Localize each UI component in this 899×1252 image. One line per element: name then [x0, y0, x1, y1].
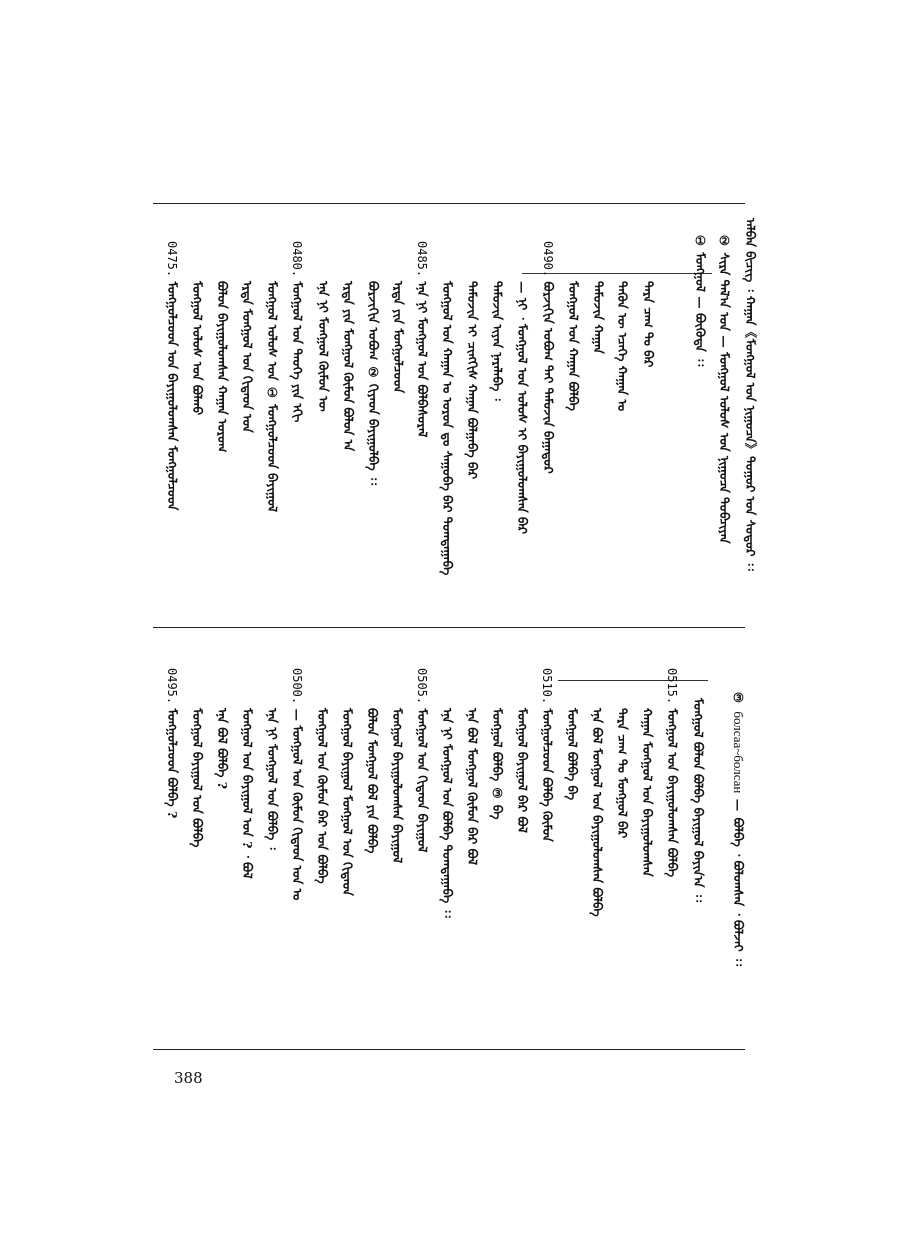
text-column: ᠮᠣᠩᠭᠣᠯ ᠪᠠᠶᠢᠭᠤᠯ ᠮᠣᠩᠭᠣᠯ ᠤᠨ ᠬᠢᠲᠠᠳ — [340, 708, 355, 896]
text-column: ᠲᠡᠮᠦᠵᠢᠨ ᠢ ᠴᠢᠩᠭᠢᠰ ᠬᠠᠭᠠᠨ ᠪᠣᠯᠭᠠᠪᠠ ᠪᠠᠷ — [465, 281, 480, 480]
text-column: ᠡᠨᠡ ᠪᠣᠯ ᠪᠣᠯᠪᠠ ? — [215, 708, 230, 790]
text-column: ᠮᠣᠩᠭᠣᠯ ᠪᠠᠶᠢᠭᠤᠯᠤᠭᠰᠠᠨ ᠪᠠᠶᠢᠭᠤᠯ — [390, 708, 405, 864]
text-column: ᠮᠣᠩᠭᠣᠯ ᠤᠨ ᠬᠠᠭᠠᠨ ᠪᠣᠯᠪᠠ — [566, 281, 581, 411]
text-column: 0480. ᠮᠣᠩᠭᠣᠯ ᠤᠨ ᠲᠡᠦᠬᠡ ᠶᠢᠨ ᠡᠬᠢ — [290, 241, 305, 423]
text-column: ᠬᠠᠭᠠᠨ ᠮᠣᠩᠭᠣᠯ ᠤᠨ ᠪᠠᠶᠢᠭᠤᠯᠤᠭᠰᠠᠨ — [640, 708, 655, 877]
middle-rule — [153, 627, 745, 628]
text-column: ᠮᠣᠩᠭᠣᠯ ᠪᠠᠶᠢᠭᠤᠯ ᠪᠠᠷ ᠪᠣᠯ — [515, 708, 530, 833]
text-column: ᠮᠣᠩᠭᠣᠯ ᠤᠨ ᠬᠠᠭᠠᠨ ᠤ ᠣᠷᠣᠨ ᠳᠤ ᠰᠠᠭᠤᠪᠠ ᠪᠠᠷ ᠲᠣᠭᠲᠠᠭᠠᠪᠠ — [440, 281, 455, 576]
text-column: ᠡᠨᠡ ᠪᠣᠯ ᠮᠣᠩᠭᠣᠯ ᠤᠨ ᠪᠠᠶᠢᠭᠤᠯᠤᠭᠰᠠᠨ ᠪᠣᠯᠪᠠ — [590, 708, 605, 917]
text-column: ① ᠮᠣᠩᠭᠣᠯ — ᠪᠦᠭᠦᠳᠡ ᠄᠄ — [693, 233, 708, 367]
text-column: ᠮᠣᠩᠭᠣᠯ ᠤᠯᠤᠰ ᠤᠨ ① ᠮᠣᠩᠭᠣᠯᠴᠤᠳ ᠪᠠᠶᠢᠭᠤᠯ — [265, 281, 280, 512]
text-column: ᠡᠷᠲᠡ ᠶᠢᠨ ᠮᠣᠩᠭᠣᠯᠴᠤᠳ — [391, 281, 406, 394]
text-column: ② ᠰᠢᠷᠠ ᠲᠠᠯ᠎ᠠ ᠤᠨ — ᠮᠣᠩᠭᠣᠯ ᠤᠯᠤᠰ ᠤᠨ ᠨᠢᠭᠤᠴᠠ ᠲᠣᠪᠴᠢᠶᠠᠨ — [717, 233, 732, 544]
text-column: ᠲᠡᠮᠦᠵᠢᠨ ᠬᠠᠭᠠᠨ — [591, 281, 606, 354]
text-column: ᠲᠡᠷᠡ ᠴᠠᠭ ᠲᠤ ᠪᠠᠷ — [641, 281, 656, 368]
text-column: ᠮᠣᠩᠭᠣᠯ ᠤᠨ ᠪᠠᠶᠢᠭᠤᠯ ᠤᠨ ? ᠂ ᠪᠣᠯ — [240, 708, 255, 879]
page-number: 388 — [174, 1069, 203, 1087]
text-column: ᠲᠡᠮᠦᠵᠢᠨ ᠢᠶᠡᠨ ᠨᠡᠷᠡᠯᠡᠪᠡ ᠄ — [490, 281, 505, 401]
text-column: 0495. ᠮᠣᠩᠭᠣᠯᠴᠤᠳ ᠪᠣᠯᠪᠠ ? — [165, 668, 180, 819]
text-column: ᠠᠯᠪᠠᠨ ᠪᠢᠴᠢᠭ᠌ ᠄ ᠬᠠᠭᠠᠨ《ᠮᠣᠩᠭᠣᠯ ᠤᠨ ᠨᠢᠭᠤᠴᠠ》ᠳᠣᠭ᠋ᠣᠷ ᠤᠨ ᠰᠤᠳᠤᠷ ᠄᠄ — [743, 218, 758, 571]
text-column: ᠮᠣᠩᠭᠣᠯ ᠤᠨ ᠬᠦᠮᠦᠨ ᠪᠠᠷ ᠤᠨ ᠪᠣᠯᠪᠠ — [315, 708, 330, 884]
text-column: ᠡᠷᠲᠡ ᠶᠢᠨ ᠮᠣᠩᠭᠣᠯ ᠬᠦᠮᠦᠨ ᠪᠣᠯᠤᠨ ᠠ — [341, 281, 356, 452]
text-column: ᠪᠣᠷᠵᠢᠭᠢᠨ ᠣᠪᠣᠭ ② ᠬᠢᠶᠠᠳ ᠪᠠᠶᠢᠭᠤᠯᠪᠠ ᠄᠄ — [366, 281, 381, 486]
bottom-rule — [153, 1049, 745, 1050]
text-column: ᠡᠨᠡ ᠨᠢ ᠮᠣᠩᠭᠣᠯ ᠤᠨ ᠪᠣᠯᠪᠠ ᠄ — [265, 708, 280, 850]
text-column: ᠮᠣᠩᠭᠣᠯ ᠪᠠᠶᠢᠭᠤᠯ ᠤᠨ ᠪᠣᠯᠪᠠ — [190, 708, 205, 848]
text-column: 0490. ᠪᠣᠷᠵᠢᠭᠢᠨ ᠣᠪᠣᠭ ᠲᠠᠢ ᠲᠡᠮᠦᠵᠢᠨ ᠪᠠᠭᠠᠲᠤᠷ — [541, 241, 556, 474]
top-rule — [153, 203, 745, 204]
text-column: ᠮᠣᠩᠭᠣᠯ ᠪᠣᠯᠪᠠ ③ ᠪᠠ — [490, 708, 505, 820]
text-column: 0515. ᠮᠣᠩᠭᠣᠯ ᠤᠨ ᠪᠠᠶᠢᠭᠤᠯᠤᠭᠰᠠᠨ ᠪᠣᠯᠪᠠ — [665, 668, 680, 878]
text-column: ᠡᠨᠡ ᠨᠢ ᠮᠣᠩᠭᠣᠯ ᠬᠦᠮᠦᠨ ᠦ — [316, 281, 331, 412]
text-column: ᠪᠣᠯᠤᠨ ᠪᠠᠶᠢᠭᠤᠯᠤᠭᠰᠠᠨ ᠬᠠᠭᠠᠨ ᠤᠷᠤᠭ — [215, 281, 230, 453]
text-column: ᠡᠷᠲᠡ ᠮᠣᠩᠭᠣᠯ ᠤᠨ ᠬᠢᠲᠠᠳ ᠤᠨ — [240, 281, 255, 433]
text-column: 0475. ᠮᠣᠩᠭᠣᠯᠴᠤᠳ ᠤᠨ ᠪᠠᠶᠢᠭᠤᠯᠤᠭᠰᠠᠨ ᠮᠣᠩᠭᠣᠯᠴᠤᠳ — [165, 241, 180, 511]
text-column: 0485. ᠡᠨᠡ ᠨᠢ ᠮᠣᠩᠭᠣᠯ ᠤᠨ ᠪᠣᠯᠪᠠᠰᠤᠷᠠᠯ — [415, 241, 430, 438]
text-column: ᠪᠣᠯᠤᠨ ᠮᠣᠩᠭᠣᠯ ᠪᠣᠯ ᠶᠢᠨ ᠪᠣᠯᠪᠠ — [365, 708, 380, 854]
text-column: — ᠨᠢ ᠂ ᠮᠣᠩᠭᠣᠯ ᠤᠨ ᠤᠯᠤᠰ ᠢ ᠪᠠᠶᠢᠭᠤᠯᠤᠭᠰᠠᠨ ᠪᠠᠷ — [515, 281, 530, 535]
footnote-rule-lower — [558, 680, 708, 681]
text-column: ᠡᠨᠡ ᠪᠣᠯ ᠮᠣᠩᠭᠣᠯ ᠬᠦᠮᠦᠨ ᠪᠠᠷ ᠪᠣᠯ — [465, 708, 480, 866]
text-column: ᠲᠡᠭᠦᠨ ᠦ ᠡᠴᠡᠭᠡ ᠬᠠᠭᠠᠨ ᠤ — [615, 281, 630, 412]
text-column: ᠮᠣᠩᠭᠣᠯ ᠤᠯᠤᠰ ᠤᠨ ᠪᠣᠯᠬᠣ — [190, 281, 205, 416]
text-column: ᠡᠨᠡ ᠨᠢ ᠮᠣᠩᠭᠣᠯ ᠤᠨ ᠪᠣᠯᠪᠠ ᠲᠣᠭᠲᠠᠭᠠᠪᠠ ᠄᠄ — [440, 708, 455, 918]
text-column: ᠮᠣᠩᠭᠣᠯ ᠪᠣᠯᠪᠠ ᠪᠠ — [565, 708, 580, 801]
text-column: ᠮᠣᠩᠭᠣᠯ ᠪᠣᠯᠤᠨ ᠪᠣᠯᠪᠠ ᠪᠠᠶᠢᠭᠤᠯ ᠪᠠᠶᠢᠨ᠎ᠠ ᠄᠄ — [691, 698, 706, 902]
text-column: ③ болсаа~болсан — ᠪᠣᠯᠪᠠ ᠂ ᠪᠣᠯᠤᠭᠰᠠᠨ ᠂ ᠪᠣᠯᠵᠠᠢ ᠄᠄ — [731, 690, 746, 967]
text-column: 0505. ᠮᠣᠩᠭᠣᠯ ᠤᠨ ᠬᠢᠲᠠᠳ ᠪᠠᠶᠢᠭᠤᠯ — [415, 668, 430, 853]
text-column: ᠲᠡᠷᠡ ᠴᠠᠭ ᠲᠤ ᠮᠣᠩᠭᠣᠯ ᠪᠠᠷ — [615, 708, 630, 839]
text-column: 0510. ᠮᠣᠩᠭᠣᠯᠴᠤᠳ ᠪᠣᠯᠪᠠ ᠬᠦᠮᠦᠨ — [540, 668, 555, 842]
text-column: 0500. — ᠮᠣᠩᠭᠣᠯ ᠤᠨ ᠬᠦᠮᠦᠨ ᠬᠢᠲᠠᠳ ᠤᠨ ᠤ — [290, 668, 305, 901]
